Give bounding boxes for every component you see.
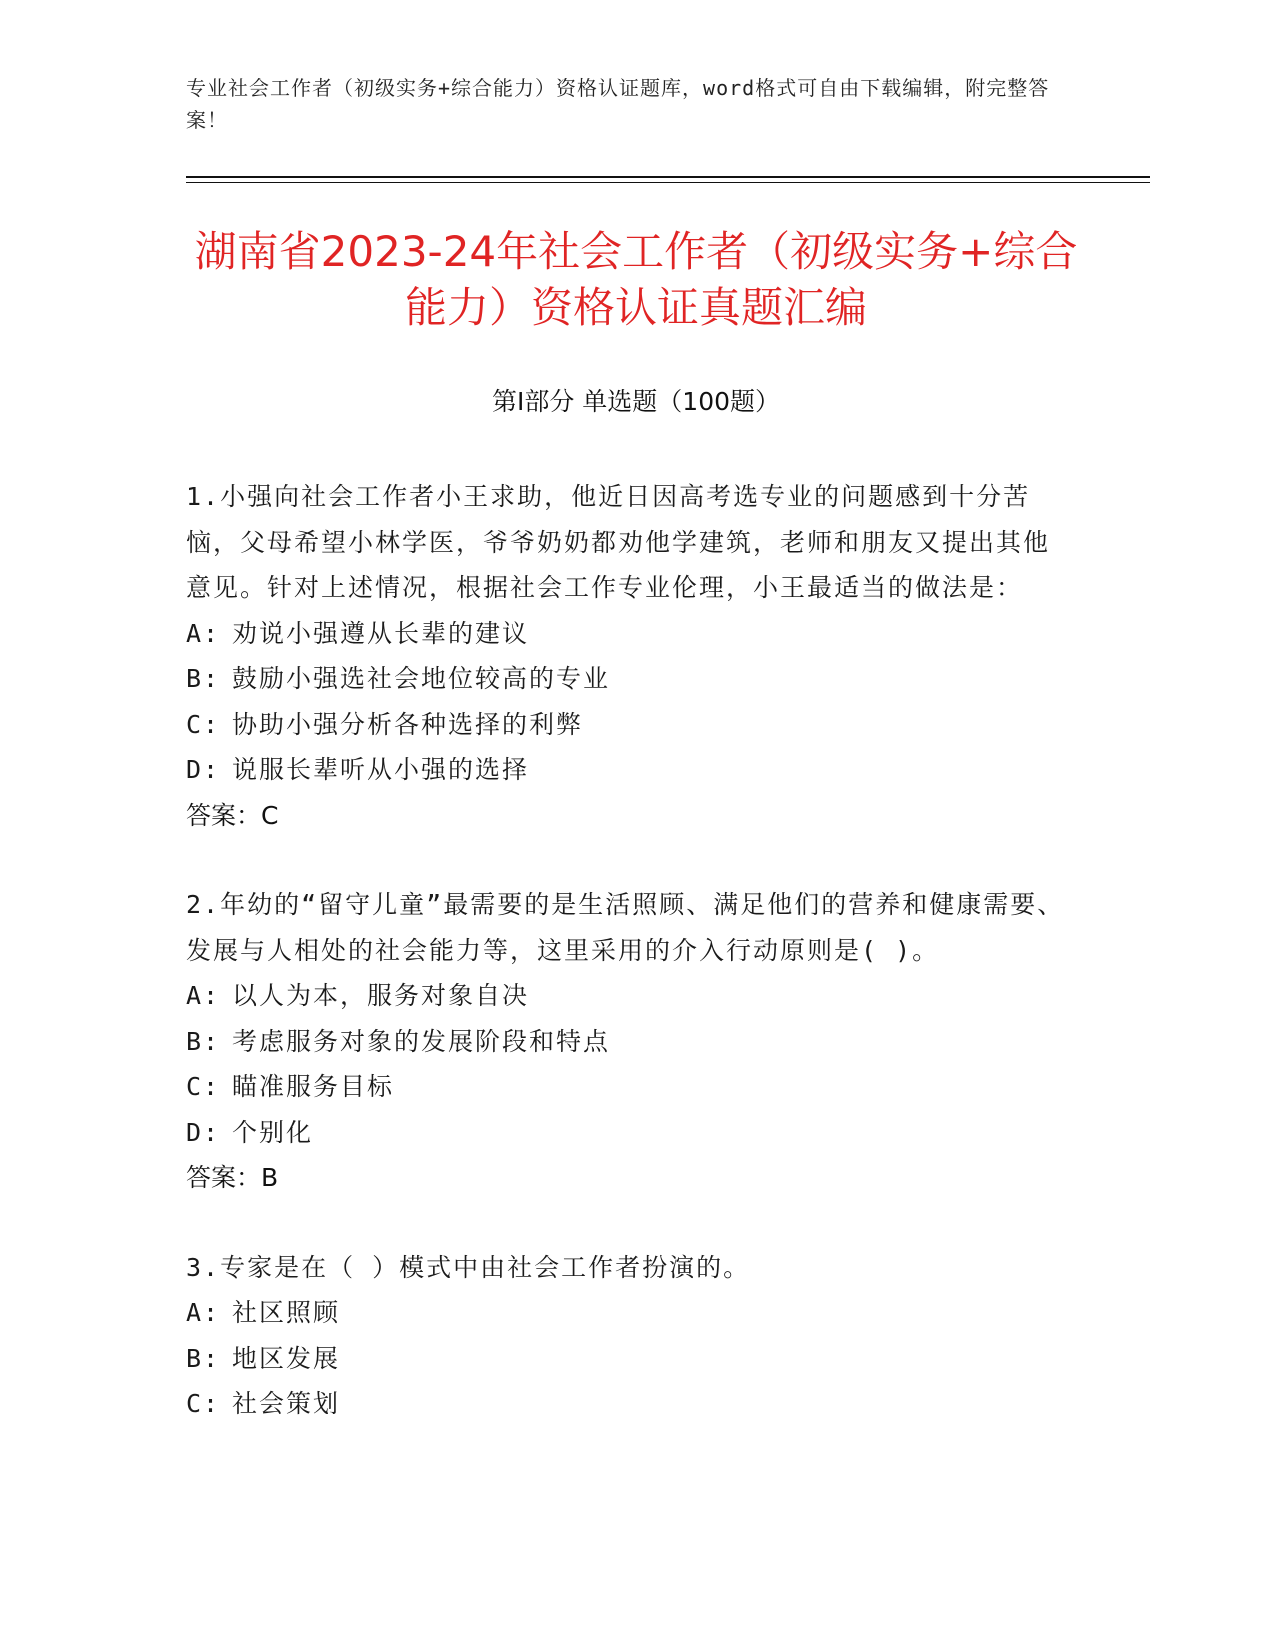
option-a (186, 1290, 1066, 1336)
question-1 (186, 474, 1066, 838)
option-c (186, 1064, 1066, 1110)
option-letter: B: (186, 664, 221, 693)
option-text: 以人为本，服务对象自决 (232, 981, 530, 1010)
question-2 (186, 882, 1066, 1201)
option-letter: C: (186, 1389, 221, 1418)
header-note: 专业社会工作者（初级实务+综合能力）资格认证题库，word格式可自由下载编辑，附完整答案！ (186, 76, 1050, 132)
option-text: 个别化 (232, 1117, 314, 1147)
question-list (186, 474, 1066, 1471)
section-title: 第Ⅰ部分 单选题（100题） (491, 387, 781, 416)
answer-line: 答案：C (186, 800, 279, 830)
option-text: 社会策划 (232, 1389, 341, 1418)
option-b (186, 1336, 1066, 1382)
option-letter: B: (186, 1026, 221, 1056)
option-text: 社区照顾 (232, 1298, 341, 1327)
option-text: 考虑服务对象的发展阶段和特点 (232, 1026, 611, 1056)
option-text: 地区发展 (232, 1343, 341, 1373)
option-d (186, 1110, 1066, 1156)
header-divider-thick (186, 176, 1150, 178)
option-letter: C: (186, 1072, 221, 1101)
question-stem: 2.年幼的“留守儿童”最需要的是生活照顾、满足他们的营养和健康需要、发展与人相处的社会能力等，这里采用的介入行动原则是( )。 (186, 890, 1065, 965)
question-stem: 3.专家是在（ ）模式中由社会工作者扮演的。 (186, 1252, 751, 1282)
answer-line: 答案：B (186, 1163, 279, 1192)
option-letter: A: (186, 618, 221, 648)
option-letter: C: (186, 709, 221, 739)
option-letter: B: (186, 1343, 221, 1373)
option-letter: D: (186, 1117, 221, 1147)
option-text: 说服长辈听从小强的选择 (232, 755, 530, 784)
question-3 (186, 1245, 1066, 1427)
option-a (186, 973, 1066, 1019)
option-a (186, 611, 1066, 657)
option-c (186, 702, 1066, 748)
option-b (186, 1019, 1066, 1065)
option-letter: D: (186, 755, 221, 784)
option-text: 鼓励小强选社会地位较高的专业 (232, 664, 611, 693)
option-letter: A: (186, 981, 221, 1010)
option-b (186, 656, 1066, 702)
option-text: 协助小强分析各种选择的利弊 (232, 709, 584, 739)
question-stem: 1.小强向社会工作者小王求助，他近日因高考选专业的问题感到十分苦恼，父母希望小林学医，爷爷奶奶都劝他学建筑，老师和朋友又提出其他意见。针对上述情况，根据社会工作专业伦理，小王最适当的做法是： (186, 482, 1051, 602)
option-letter: A: (186, 1298, 221, 1327)
option-d (186, 747, 1066, 793)
document-title: 湖南省2023-24年社会工作者（初级实务+综合能力）资格认证真题汇编 (194, 227, 1078, 332)
option-c (186, 1381, 1066, 1427)
header-divider-thin (186, 182, 1150, 183)
option-text: 劝说小强遵从长辈的建议 (232, 618, 530, 648)
option-text: 瞄准服务目标 (232, 1072, 395, 1101)
